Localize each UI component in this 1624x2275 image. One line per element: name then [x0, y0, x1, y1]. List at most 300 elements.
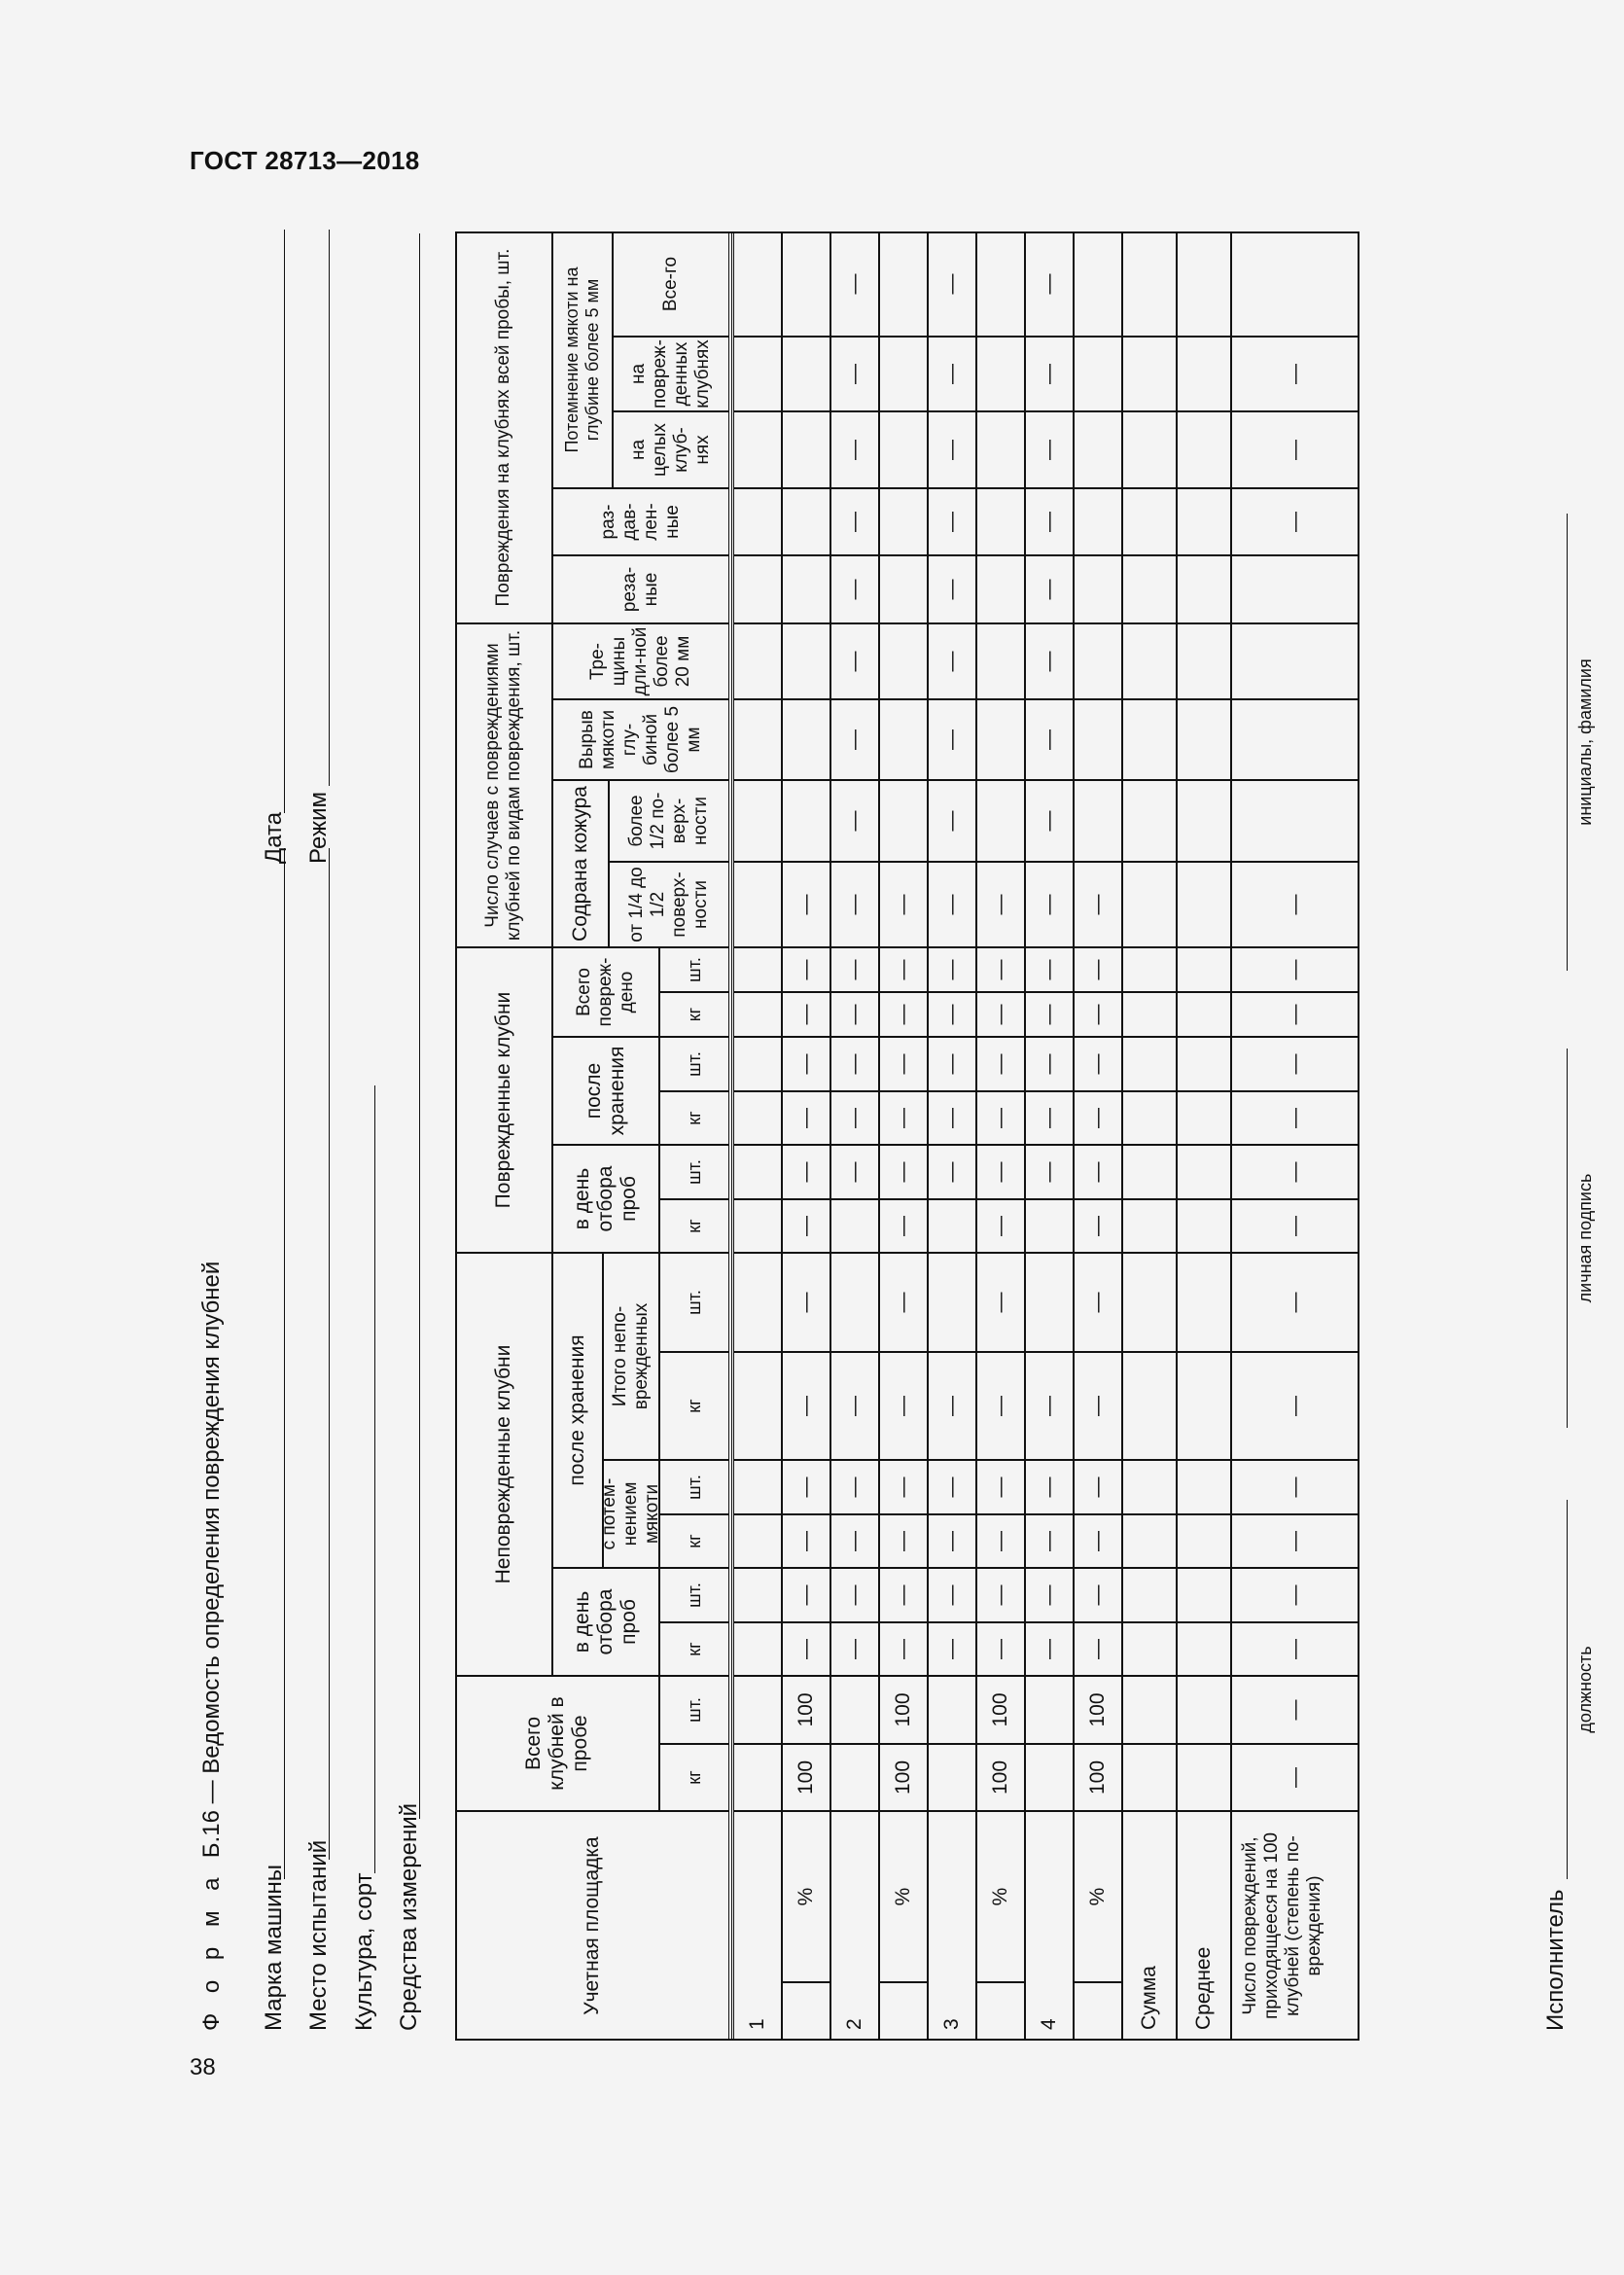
table-cell: [1177, 1253, 1231, 1352]
table-cell: —: [1025, 555, 1074, 623]
table-cell: [1122, 1460, 1177, 1514]
table-cell: —: [1025, 623, 1074, 699]
header-undamaged-after: после хранения: [552, 1253, 603, 1568]
table-cell: —: [830, 411, 879, 488]
machine-label: Марка машины: [261, 1864, 287, 2031]
table-cell: —: [1074, 1037, 1122, 1091]
header-sample-damage: Повреждения на клубнях всей пробы, шт.: [455, 231, 552, 623]
table-cell: [1122, 411, 1177, 488]
table-cell: [733, 1676, 782, 1744]
table-cell: [879, 411, 928, 488]
table-cell: —: [1025, 1145, 1074, 1199]
table-cell: [733, 337, 782, 411]
table-cell: [782, 623, 830, 699]
table-cell: [733, 623, 782, 699]
table-cell: [1177, 337, 1231, 411]
table-cell: [879, 623, 928, 699]
table-cell: —: [782, 1091, 830, 1145]
position-caption: должность: [1575, 1646, 1595, 1733]
table-cell: —: [830, 1622, 879, 1676]
table-cell: [782, 488, 830, 555]
table-cell: —: [830, 1514, 879, 1568]
table-cell: [1122, 1037, 1177, 1091]
table-cell: [733, 488, 782, 555]
table-cell: [733, 411, 782, 488]
table-cell: [1122, 862, 1177, 947]
header-pulp-pull: Вырыв мякоти глу-биной более 5 мм: [552, 699, 729, 780]
plot-number: 3: [928, 1811, 976, 2041]
table-cell: —: [830, 992, 879, 1037]
table-cell: [1025, 1744, 1074, 1811]
table-cell: —: [1231, 1744, 1359, 1811]
table-cell: —: [782, 1352, 830, 1460]
table-cell: [1177, 1744, 1231, 1811]
total-pcs: 100: [1074, 1676, 1122, 1744]
table-cell: —: [928, 862, 976, 947]
table-cell: —: [1074, 1514, 1122, 1568]
signature-line: [1567, 1049, 1568, 1428]
header-peel-quarter: от 1/4 до 1/2 поверх-ности: [609, 862, 729, 947]
table-cell: [928, 1744, 976, 1811]
table-cell: [1074, 411, 1122, 488]
table-cell: —: [1231, 411, 1359, 488]
table-cell: —: [1231, 862, 1359, 947]
table-cell: —: [1025, 411, 1074, 488]
table-cell: —: [830, 947, 879, 992]
table-cell: —: [782, 1199, 830, 1253]
table-cell: —: [1025, 862, 1074, 947]
table-cell: —: [1231, 1352, 1359, 1460]
table-cell: —: [782, 1037, 830, 1091]
unit-pcs: шт.: [659, 1676, 729, 1744]
table-cell: —: [1231, 1676, 1359, 1744]
table-cell: —: [1025, 1460, 1074, 1514]
table-cell: —: [928, 1568, 976, 1622]
header-cases: Число случаев с повреждениями клубней по видам повреждения, шт.: [455, 623, 552, 947]
table-cell: [879, 488, 928, 555]
table-cell: —: [879, 1253, 928, 1352]
table-cell: —: [830, 555, 879, 623]
table-cell: —: [830, 780, 879, 862]
table-cell: [782, 411, 830, 488]
total-kg: 100: [1074, 1744, 1122, 1811]
name-line: [1567, 514, 1568, 971]
table-cell: [1177, 1091, 1231, 1145]
table-cell: —: [879, 1091, 928, 1145]
table-cell: —: [879, 862, 928, 947]
plot-number: 1: [733, 1811, 782, 2041]
plot-number: 2: [830, 1811, 879, 2041]
header-cracks: Тре-щины дли-ной более 20 мм: [552, 623, 729, 699]
table-cell: —: [879, 1037, 928, 1091]
table-cell: [928, 1253, 976, 1352]
table-cell: —: [782, 1460, 830, 1514]
table-cell: [976, 623, 1025, 699]
table-cell: —: [1025, 992, 1074, 1037]
table-cell: [1074, 1982, 1122, 2041]
total-pcs: 100: [976, 1676, 1025, 1744]
table-cell: [1231, 623, 1359, 699]
table-cell: [976, 488, 1025, 555]
table-cell: —: [782, 1253, 830, 1352]
table-cell: [879, 699, 928, 780]
header-peel-over-half: более 1/2 по-верх-ности: [609, 780, 729, 862]
table-cell: —: [928, 337, 976, 411]
total-kg: 100: [976, 1744, 1025, 1811]
table-cell: [1122, 488, 1177, 555]
table-cell: —: [976, 1145, 1025, 1199]
date-label: Дата: [261, 811, 287, 864]
table-cell: [1122, 992, 1177, 1037]
table-cell: —: [928, 1037, 976, 1091]
table-cell: —: [879, 1145, 928, 1199]
table-cell: —: [1074, 1199, 1122, 1253]
header-total-damaged: Всего повреж-дено: [552, 947, 659, 1037]
table-cell: —: [830, 488, 879, 555]
table-cell: [1122, 1145, 1177, 1199]
table-cell: [733, 1460, 782, 1514]
date-line: [284, 230, 285, 813]
unit-pcs: шт.: [659, 1253, 729, 1352]
table-cell: —: [1231, 1514, 1359, 1568]
crop-label: Культура, сорт: [351, 1872, 377, 2031]
form-number: Б.16: [198, 1810, 225, 1859]
table-cell: —: [879, 992, 928, 1037]
unit-kg: кг: [659, 1744, 729, 1811]
table-cell: [1122, 1514, 1177, 1568]
table-cell: [1231, 699, 1359, 780]
table-cell: [1074, 555, 1122, 623]
unit-pcs: шт.: [659, 1568, 729, 1622]
form-prefix: Ф о р м а: [198, 1870, 225, 2031]
table-cell: [1177, 862, 1231, 947]
table-cell: —: [1074, 947, 1122, 992]
table-cell: [1122, 1199, 1177, 1253]
table-cell: —: [1025, 1514, 1074, 1568]
table-cell: [1177, 1352, 1231, 1460]
table-cell: —: [1231, 488, 1359, 555]
table-cell: —: [830, 1037, 879, 1091]
table-cell: —: [976, 1253, 1025, 1352]
table-cell: [1231, 780, 1359, 862]
table-cell: [1122, 780, 1177, 862]
unit-pcs: шт.: [659, 1460, 729, 1514]
table-cell: —: [1231, 1253, 1359, 1352]
table-cell: [1177, 1622, 1231, 1676]
table-cell: [1231, 231, 1359, 337]
table-cell: —: [879, 1460, 928, 1514]
total-pcs: 100: [782, 1676, 830, 1744]
unit-pcs: шт.: [659, 1037, 729, 1091]
table-cell: —: [976, 862, 1025, 947]
table-cell: —: [1025, 699, 1074, 780]
executor-label: Исполнитель: [1542, 1889, 1569, 2031]
table-cell: —: [1025, 780, 1074, 862]
table-cell: [1177, 1676, 1231, 1744]
table-cell: —: [1231, 1145, 1359, 1199]
standard-header: ГОСТ 28713—2018: [190, 146, 420, 175]
unit-kg: кг: [659, 1514, 729, 1568]
table-cell: [1122, 699, 1177, 780]
page-number: 38: [190, 2054, 216, 2080]
table-cell: [1122, 1352, 1177, 1460]
table-cell: [830, 1199, 879, 1253]
table-cell: —: [1074, 1253, 1122, 1352]
table-cell: —: [1025, 1091, 1074, 1145]
table-cell: —: [1231, 1091, 1359, 1145]
table-cell: [1177, 488, 1231, 555]
table-cell: [1177, 947, 1231, 992]
table-cell: [1177, 623, 1231, 699]
table-cell: [830, 1744, 879, 1811]
table-cell: —: [830, 1460, 879, 1514]
table-cell: [733, 1568, 782, 1622]
table-cell: —: [1074, 1145, 1122, 1199]
table-cell: —: [928, 1622, 976, 1676]
table-cell: [1025, 1199, 1074, 1253]
table-cell: [1177, 992, 1231, 1037]
table-cell: —: [1074, 1352, 1122, 1460]
table-cell: —: [879, 1622, 928, 1676]
table-cell: [1122, 231, 1177, 337]
table-cell: —: [1025, 488, 1074, 555]
table-cell: —: [782, 1145, 830, 1199]
table-cell: [1122, 1676, 1177, 1744]
unit-kg: кг: [659, 1622, 729, 1676]
table-cell: [879, 337, 928, 411]
table-cell: —: [879, 1352, 928, 1460]
table-cell: [1177, 699, 1231, 780]
unit-pcs: шт.: [659, 947, 729, 992]
crop-line: [374, 1085, 375, 1873]
table-cell: —: [782, 862, 830, 947]
table-cell: [1122, 1253, 1177, 1352]
table-cell: [733, 1622, 782, 1676]
table-cell: [1074, 699, 1122, 780]
sum-label: Сумма: [1122, 1811, 1177, 2041]
header-on-whole: на целых клуб-нях: [613, 411, 729, 488]
table-cell: —: [830, 1091, 879, 1145]
header-cut: реза-ные: [552, 555, 729, 623]
table-cell: [782, 231, 830, 337]
percent-label: %: [879, 1811, 928, 1982]
table-cell: [1074, 337, 1122, 411]
unit-kg: кг: [659, 1199, 729, 1253]
table-cell: —: [1074, 1568, 1122, 1622]
table-cell: [1074, 488, 1122, 555]
table-cell: [782, 780, 830, 862]
table-cell: —: [976, 1037, 1025, 1091]
percent-label: %: [976, 1811, 1025, 1982]
unit-kg: кг: [659, 1091, 729, 1145]
table-cell: [1025, 1253, 1074, 1352]
total-kg: 100: [879, 1744, 928, 1811]
table-cell: [733, 992, 782, 1037]
table-cell: [1177, 780, 1231, 862]
table-cell: [1177, 1460, 1231, 1514]
table-cell: —: [976, 1199, 1025, 1253]
table-cell: —: [976, 1568, 1025, 1622]
table-cell: —: [1025, 1622, 1074, 1676]
table-cell: [733, 1145, 782, 1199]
table-cell: [1122, 337, 1177, 411]
table-cell: [1177, 1145, 1231, 1199]
table-cell: —: [782, 947, 830, 992]
table-cell: —: [1231, 992, 1359, 1037]
header-undamaged-day: в день отбора проб: [552, 1568, 659, 1676]
table-cell: —: [976, 1514, 1025, 1568]
table-cell: [976, 780, 1025, 862]
table-cell: —: [1231, 1622, 1359, 1676]
header-damaged-day: в день отбора проб: [552, 1145, 659, 1253]
table-cell: —: [1074, 1622, 1122, 1676]
table-cell: —: [1025, 1568, 1074, 1622]
table-cell: —: [928, 488, 976, 555]
table-cell: —: [928, 947, 976, 992]
header-total-undamaged: Итого непо-врежденных: [603, 1253, 659, 1460]
table-cell: [976, 699, 1025, 780]
header-total: Всего клубней в пробе: [455, 1676, 659, 1811]
per100-label: Число повреждений, приходящееся на 100 клубней (степень по-вреждения): [1231, 1811, 1359, 2041]
table-cell: —: [928, 231, 976, 337]
table-cell: —: [928, 699, 976, 780]
table-cell: —: [1025, 231, 1074, 337]
table-cell: [1122, 623, 1177, 699]
table-cell: [928, 1199, 976, 1253]
header-on-damaged: на повреж-денных клубнях: [613, 337, 729, 411]
total-kg: 100: [782, 1744, 830, 1811]
percent-label: %: [782, 1811, 830, 1982]
table-cell: —: [1231, 1568, 1359, 1622]
unit-pcs: шт.: [659, 1145, 729, 1199]
table-cell: [733, 231, 782, 337]
table-cell: [976, 411, 1025, 488]
table-cell: [733, 1199, 782, 1253]
table-cell: —: [1231, 1199, 1359, 1253]
table-cell: —: [1231, 337, 1359, 411]
table-cell: [1122, 1744, 1177, 1811]
table-cell: —: [830, 1145, 879, 1199]
header-all: Все-го: [613, 231, 729, 337]
table-cell: —: [928, 555, 976, 623]
total-pcs: 100: [879, 1676, 928, 1744]
table-cell: [1177, 1199, 1231, 1253]
table-cell: [1177, 1514, 1231, 1568]
mode-line: [329, 230, 330, 786]
table-cell: [782, 337, 830, 411]
table-cell: —: [1025, 947, 1074, 992]
table-cell: [733, 1352, 782, 1460]
table-cell: —: [830, 699, 879, 780]
table-cell: [733, 947, 782, 992]
table-cell: [733, 1253, 782, 1352]
table-cell: —: [879, 947, 928, 992]
table-cell: —: [1025, 337, 1074, 411]
table-cell: —: [1025, 1352, 1074, 1460]
form-title: [200, 1262, 224, 2031]
table-cell: —: [782, 1622, 830, 1676]
table-cell: [733, 1037, 782, 1091]
table-cell: [1177, 555, 1231, 623]
table-cell: [733, 555, 782, 623]
header-double-line: [731, 231, 732, 2041]
table-cell: [1177, 231, 1231, 337]
table-cell: [733, 780, 782, 862]
table-cell: [1122, 1622, 1177, 1676]
table-cell: [830, 1253, 879, 1352]
percent-label: %: [1074, 1811, 1122, 1982]
plot-number: 4: [1025, 1811, 1074, 2041]
table-cell: [1074, 780, 1122, 862]
table-cell: [879, 555, 928, 623]
test-site-line: [329, 848, 330, 1860]
table-cell: [1122, 555, 1177, 623]
table-cell: —: [928, 623, 976, 699]
table-cell: [1122, 1568, 1177, 1622]
instruments-line: [419, 233, 420, 1819]
table-cell: —: [928, 780, 976, 862]
table-cell: [1177, 411, 1231, 488]
rotated-form: [194, 212, 1624, 2041]
table-cell: —: [830, 623, 879, 699]
table-cell: —: [928, 992, 976, 1037]
table-cell: —: [782, 992, 830, 1037]
table-cell: —: [1231, 947, 1359, 992]
header-damaged-after: после хранения: [552, 1037, 659, 1145]
table-cell: [879, 780, 928, 862]
table-cell: [733, 1744, 782, 1811]
table-cell: [976, 555, 1025, 623]
unit-kg: кг: [659, 992, 729, 1037]
signature-caption: личная подпись: [1575, 1173, 1595, 1303]
table-cell: [879, 1982, 928, 2041]
table-cell: —: [830, 231, 879, 337]
table-cell: —: [976, 1622, 1025, 1676]
position-line: [1567, 1500, 1568, 1879]
table-cell: [879, 231, 928, 337]
table-cell: [733, 1091, 782, 1145]
table-cell: —: [1231, 1460, 1359, 1514]
table-cell: [1025, 1676, 1074, 1744]
table-cell: —: [782, 1514, 830, 1568]
table-cell: [1122, 947, 1177, 992]
mode-label: Режим: [305, 792, 332, 864]
header-damaged: Поврежденные клубни: [455, 947, 552, 1253]
table-cell: —: [830, 862, 879, 947]
form-title-text: — Ведомость определения повреждения клубней: [198, 1261, 225, 1804]
table-cell: —: [928, 411, 976, 488]
table-cell: [782, 699, 830, 780]
table-cell: [830, 1676, 879, 1744]
table-cell: —: [976, 1460, 1025, 1514]
header-crushed: раз-дав-лен-ные: [552, 488, 729, 555]
machine-line: [284, 848, 285, 1879]
table-cell: [733, 699, 782, 780]
header-peel: Содрана кожура: [552, 780, 609, 947]
table-cell: —: [830, 1352, 879, 1460]
table-cell: —: [976, 992, 1025, 1037]
table-cell: —: [976, 1091, 1025, 1145]
table-cell: —: [928, 1460, 976, 1514]
table-cell: [733, 862, 782, 947]
table-cell: [976, 337, 1025, 411]
table-cell: —: [782, 1568, 830, 1622]
table-cell: [976, 231, 1025, 337]
table-cell: —: [1025, 1037, 1074, 1091]
table-cell: [1177, 1037, 1231, 1091]
test-site-label: Место испытаний: [305, 1839, 332, 2031]
table-cell: [1231, 555, 1359, 623]
